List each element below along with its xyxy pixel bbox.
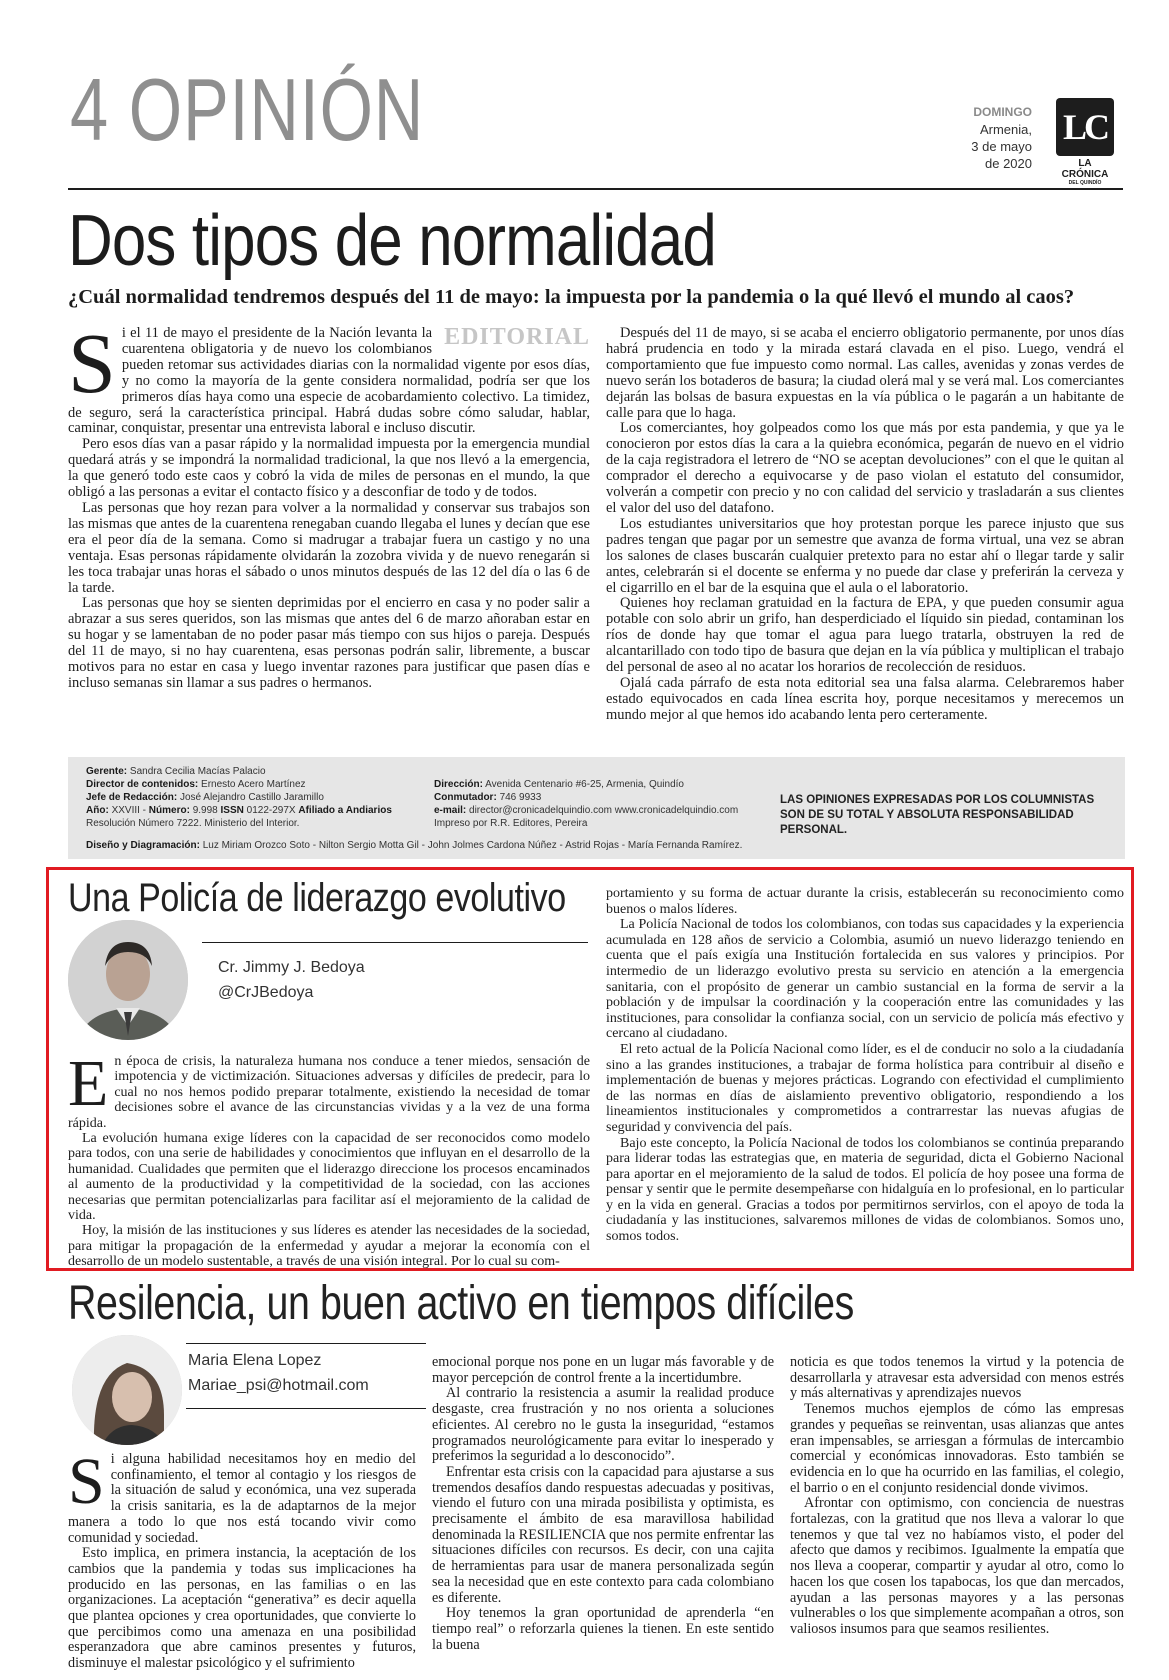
- masthead-label: Conmutador:: [434, 792, 497, 803]
- masthead-value: 0122-297X: [246, 805, 296, 816]
- dateline-date: 3 de mayo: [971, 139, 1032, 154]
- column-paragraph: Enfrentar esta crisis con la capacidad para ajustarse a sus tremendos desafíos dando respuestas adecuadas y positivas, viendo el futuro con una mirada posibilista y optimista, es precisamente el ámbito de esa maravillosa habilidad denominada la RESILIENCIA que nos permite enfrentar las situaciones difíciles con recursos. Es decir, con una cajita de herramientas para usar de manera personalizada según sea la necesidad que en este contexto para cada colombiano es diferente.: [432, 1463, 774, 1606]
- editorial-dropcap: S: [68, 315, 116, 411]
- editorial-label: EDITORIAL: [444, 324, 590, 350]
- logo-mark: LC: [1056, 98, 1114, 156]
- column-paragraph: i alguna habilidad necesitamos hoy en medio del confinamiento, el temor al contagio y los riesgos de la situación de salud y económica, una vez superada la crisis sanitaria, es la de adaptarnos de la mejor manera a todo lo que nos está tocando vivir como comunidad y sociedad.: [68, 1451, 416, 1546]
- editorial-paragraph: Las personas que hoy se sienten deprimidas por el encierro en casa y no poder salir a abrazar a sus seres queridos, son las mismas que antes del 6 de marzo añoraban estar en su hogar y se lamentaban de no poder pasar más tiempo con sus hijos o pareja. Después del 11 de mayo, si no hay cuarentena, esas personas podrán salir, libremente, a buscar motivos para no estar en casa y luego inventar razones para justificar que pasen días e incluso semanas sin llamar a sus padres o hermanos.: [68, 595, 590, 691]
- editorial-paragraph: Después del 11 de mayo, si se acaba el encierro obligatorio permanente, por unos días habrá prudencia en todo y la mirada estará clavada en el piso. Luego, vendrá el comportamiento que fue impuesto como normal. Las calles, avenidas y zonas verdes de nuevo serán los botaderos de basura; la ciudad olerá mal y se verá mal. Los comerciantes dejarán las bolsas de basura expuestas en la vía pública o le pagarán a un habitante de calle para que lo haga.: [606, 325, 1124, 421]
- editorial-paragraph: Pero esos días van a pasar rápido y la normalidad impuesta por la emergencia mundial quedará atrás y se impondrá la normalidad tradicional, la que nos llevó a la emergencia, la que generó todo este caos y cobró la vida de miles de personas en el mundo, la que obligó a las personas a evitar el contacto físico y a desconfiar de todo y de todos.: [68, 436, 590, 501]
- column-paragraph: portamiento y su forma de actuar durante la crisis, establecerán su reconocimiento como buenos o malos líderes.: [606, 886, 1124, 917]
- column1-left: [68, 1047, 590, 1270]
- author-name: Maria Elena Lopez: [188, 1352, 322, 1369]
- masthead-value: José Alejandro Castillo Jaramillo: [179, 792, 324, 803]
- column-paragraph: Afrontar con optimismo, con conciencia de nuestras fortalezas, con la gratitud que nos lleva a valorar lo que tenemos y que tal vez no habíamos visto, el poder del afecto que damos y recibimos. Igualmente la empatía que nos lleva a cooperar, compartir y ayudar al otro, como lo hacen los que cosen los tapabocas, los que dan mercados, ayudan a las personas mayores y a las personas vulnerables o los que simplemente acompañan a otros, son valiosos insumos para que seamos resilientes.: [790, 1495, 1124, 1637]
- editorial-paragraph: i el 11 de mayo el presidente de la Nación levanta la cuarentena obligatoria y de nuevo los colombianos pueden retomar sus actividades diarias con la normalidad vigente por esos días, y no como la mayoría de la gente considera normalidad, podría ser que los primeros días haya como una especie de acobardamiento colectivo. La timidez, de seguro, será la característica principal. Habrá dudas sobre cómo saludar, hablar, caminar, conquistar, presentar una entrevista laboral e incluso discutir.: [68, 325, 590, 437]
- column-paragraph: Esto implica, en primera instancia, la aceptación de los cambios que la pandemia y todas sus implicaciones ha producido en las personas, en las familias o en las organizaciones. La aceptación “generativa” es decir aquella que plantea opciones y crea oportunidades, que convierte lo que percibimos como una amenaza en una posibilidad esperanzadora que abre caminos presentes y futuros, disminuye el malestar psicológico y el sufrimiento: [68, 1545, 416, 1672]
- author-block: [218, 955, 365, 1005]
- masthead-value: 9.998: [192, 805, 218, 816]
- column-paragraph: La Policía Nacional de todos los colombianos, con todas sus capacidades y la experiencia acumulada en 128 años de servicio a Colombia, asumió un nuevo liderazgo teniendo en cuenta que el país exigía una Institución fortalecida en sus valores y principios. Por intermedio de un liderazgo evolutivo presta su servicio en atención a la emergencia sanitaria, con el propósito de generar un cambio sustancial en la forma de servir a la población y de impulsar la coordinación y la cooperación entre las comunidades y las instituciones, para consolidar la confianza social, con un servicio de policía más efectivo y cercano al ciudadano.: [606, 917, 1124, 1042]
- column2-col2: [432, 1355, 774, 1653]
- masthead-label: Gerente:: [86, 766, 128, 777]
- dateline-city: Armenia,: [979, 122, 1032, 137]
- author-block: [188, 1348, 369, 1398]
- author-photo-illustration: [68, 920, 188, 1040]
- logo-sub: DEL QUINDÍO: [1068, 180, 1102, 186]
- column-paragraph: Hoy, la misión de las instituciones y sus líderes es atender las necesidades de la sociedad, para mitigar la propagación de la enfermedad y ayudar a mejorar la economía con el desarrollo de un modelo sustentable, a través de una visión integral. Por lo cual su com-: [68, 1223, 590, 1270]
- masthead-label: Año:: [86, 805, 109, 816]
- column2-col3: [790, 1355, 1124, 1638]
- masthead-value: Ernesto Acero Martínez: [201, 779, 306, 790]
- column2-dropcap: S: [68, 1445, 105, 1518]
- masthead-contact: [434, 778, 764, 830]
- editorial-headline: Dos tipos de normalidad: [68, 201, 716, 281]
- masthead-label: Afiliado a Andiarios: [298, 805, 392, 816]
- author-handle[interactable]: Mariae_psi@hotmail.com: [188, 1377, 369, 1394]
- editorial-paragraph: Los comerciantes, hoy golpeados como los que más por esta pandemia, y que ya le conocieron por estos días la cara a la quiebra económica, pegarán de nuevo en el vidrio de la caja registradora el letrero de “NO se aceptan devoluciones” con el que le quitan al comprador el derecho a equivocarse y de paso violan el estatuto del consumidor, volverán a competir con precio y no con calidad del servicio y trasladarán a sus clientes el valor del uso del datafono.: [606, 420, 1124, 516]
- email-link[interactable]: director@cronicadelquindio.com www.cronicadelquindio.com: [469, 805, 739, 816]
- masthead-label: ISSN: [220, 805, 244, 816]
- masthead-value: Luz Miriam Orozco Soto - Nilton Sergio Motta Gil - John Jolmes Cardona Núñez - Astrid Rojas - María Fernanda Ramírez.: [202, 840, 743, 851]
- masthead-value: Impreso por R.R. Editores, Pereira: [434, 818, 588, 829]
- masthead-label: e-mail:: [434, 805, 467, 816]
- dateline: [971, 104, 1032, 172]
- editorial-paragraph: Los estudiantes universitarios que hoy protestan porque les parece injusto que sus padres tengan que pagar por un semestre que avanza de forma virtual, una vez se abran los salones de clases buscarán cualquier pretexto para no estar ahí o llegar tarde y salir antes, celebrarán si el docente se enferma y no puede dar clase y preferirán la cerveza y el cigarrillo en el bar de la esquina que el aula o el laboratorio.: [606, 515, 1124, 596]
- masthead-label: Dirección:: [434, 779, 483, 790]
- column-headline: Resilencia, un buen activo en tiempos difíciles: [68, 1277, 854, 1330]
- column1-right: [606, 886, 1124, 1245]
- editorial-subtitle: ¿Cuál normalidad tendremos después del 11 de mayo: la impuesta por la pandemia o la qué llevó el mundo al caos?: [68, 286, 1075, 308]
- column-paragraph: Tenemos muchos ejemplos de cómo las empresas grandes y pequeñas se reinventan, usas alianzas que antes eran impensables, se arriesgan a fórmulas de intercambio comercial y económicas innovadoras. Esto también se evidencia en lo que ha ocurrido en las familias, el colegio, el barrio o en el conjunto residencial donde vivimos.: [790, 1401, 1124, 1496]
- column-paragraph: Bajo este concepto, la Policía Nacional de todos los colombianos se continúa preparando para liderar todas las estrategias que, en materia de seguridad, dicta el Gobierno Nacional para aportar en el mejoramiento de la salud de todos. El policía de hoy posee una forma de pensar y sentir que le permite desempeñarse con hidalguía en lo profesional, en lo particular y en la vida en general. Gracias a todos por permitirnos servirlos, con el apoyo de toda la ciudadanía y las instituciones, salvaremos millones de vidas de colombianos. Somos uno, somos todos.: [606, 1135, 1124, 1245]
- column-paragraph: emocional porque nos pone en un lugar más favorable y de mayor percepción de control frente a la incertidumbre.: [432, 1354, 774, 1386]
- masthead-design: [86, 839, 1106, 852]
- byline-rule: [202, 942, 588, 943]
- author-photo: [68, 920, 188, 1040]
- author-name: Cr. Jimmy J. Bedoya: [218, 959, 365, 976]
- masthead-value: XXVIII -: [111, 805, 147, 816]
- column2-col1: [68, 1445, 416, 1672]
- masthead-label: Director de contenidos:: [86, 779, 199, 790]
- newspaper-logo: [1055, 98, 1115, 186]
- author-photo: [72, 1335, 182, 1445]
- byline-rule: [186, 1408, 426, 1409]
- column-paragraph: Hoy tenemos la gran oportunidad de aprenderla “en tiempo real” o reforzarla quienes la tienen. En este sentido la buena: [432, 1605, 774, 1653]
- masthead-value: 746 9933: [499, 792, 542, 803]
- author-handle[interactable]: @CrJBedoya: [218, 984, 314, 1001]
- masthead-label: Diseño y Diagramación:: [86, 840, 200, 851]
- editorial-column-2: [606, 326, 1124, 724]
- header-rule: [68, 188, 1123, 190]
- masthead-value: Avenida Centenario #6-25, Armenia, Quindío: [485, 779, 684, 790]
- section-title: 4 OPINIÓN: [70, 60, 425, 159]
- column-paragraph: La evolución humana exige líderes con la capacidad de ser reconocidos como modelo para todos, con una serie de habilidades y conocimientos que influyan en el desarrollo de la humanidad. Cualidades que permiten que el liderazgo direccione los procesos encaminados al aumento de la productividad y la competitividad de la sociedad, con las acciones necesarias que permitan potencializarlas para facilitar así el mejoramiento de la calidad de vida.: [68, 1131, 590, 1224]
- editorial-paragraph: Ojalá cada párrafo de esta nota editorial sea una falsa alarma. Celebraremos haber estado equivocados en cada línea escrita hoy, porque necesitamos y merecemos un mundo mejor al que hemos ido acabando lenta pero certeramente.: [606, 674, 1124, 723]
- author-photo-illustration: [72, 1335, 182, 1445]
- column-paragraph: noticia es que todos tenemos la virtud y la potencia de desarrollarla y atravesar esta adversidad con menos estrés y más alternativas y aprendizajes nuevos: [790, 1354, 1124, 1402]
- masthead-value: Sandra Cecilia Macías Palacio: [129, 766, 266, 777]
- masthead-box: [68, 757, 1125, 859]
- masthead-disclaimer: LAS OPINIONES EXPRESADAS POR LOS COLUMNISTAS SON DE SU TOTAL Y ABSOLUTA RESPONSABILIDAD PERSONAL.: [780, 794, 1095, 836]
- column-paragraph: Al contrario la resistencia a asumir la realidad produce desgaste, crea frustración y no nos orienta a soluciones eficientes. Al cerebro no le gusta la inseguridad, “estamos programados neurológicamente para evitar lo inesperado y preferimos la seguridad a lo desconocido”.: [432, 1385, 774, 1465]
- column1-dropcap: E: [68, 1047, 109, 1120]
- masthead-staff: [86, 765, 406, 830]
- editorial-column-1: [68, 315, 590, 692]
- masthead-value: Resolución Número 7222. Ministerio del Interior.: [86, 818, 300, 829]
- column-headline: Una Policía de liderazgo evolutivo: [68, 876, 566, 920]
- editorial-paragraph: Las personas que hoy rezan para volver a la normalidad y conservar sus trabajos son las mismas que antes de la cuarentena renegaban cuando llegaba el lunes y decían que ese era el peor día de la semana. Como si madrugar a trabajar fuera un castigo y no una ventaja. Esas personas rápidamente olvidarán la zozobra vivida y de nuevo renegarán si les toca trabajar unas horas el sábado o unos minutos después de las 12 del día o las 6 de la tarde.: [68, 499, 590, 596]
- editorial-paragraph: Quienes hoy reclaman gratuidad en la factura de EPA, y que pueden consumir agua potable con solo abrir un grifo, han desperdiciado el líquido sin piedad, contaminan los ríos de donde hay que tomar el agua para luego tratarla, obstruyen la red de alcantarillado con todo tipo de basura que dejan en la vía pública y multiplican el trabajo del personal de aseo al no acatar los horarios de recolección de residuos.: [606, 595, 1124, 676]
- logo-brand: LA CRÓNICA: [1061, 158, 1109, 180]
- masthead-label: Número:: [148, 805, 190, 816]
- masthead-label: Jefe de Redacción:: [86, 792, 178, 803]
- byline-rule: [186, 1343, 426, 1344]
- column-paragraph: El reto actual de la Policía Nacional como líder, es el de conducir no solo a la ciudadanía sino a las grandes instituciones, a trabajar de forma holística para contribuir al diseño e implementación de buenas y mejores prácticas. Logrando con efectividad el cumplimiento de las normas en días de aislamiento preventivo obligatorio, respondiendo a los lineamientos institucionales y comprometidos a contrarrestar las nuevas afugias de seguridad y convivencia del país.: [606, 1041, 1124, 1135]
- column-paragraph: n época de crisis, la naturaleza humana nos conduce a tener miedos, sensación de impotencia y de victimización. Situaciones adversas y difíciles de predecir, para lo cual no nos hemos podido preparar totalmente, existiendo la necesidad de tomar decisiones sobre el avance de las circunstancias vividas y a la vez de una forma rápida.: [68, 1054, 590, 1131]
- dateline-day: DOMINGO: [973, 105, 1032, 119]
- dateline-year: de 2020: [985, 156, 1032, 171]
